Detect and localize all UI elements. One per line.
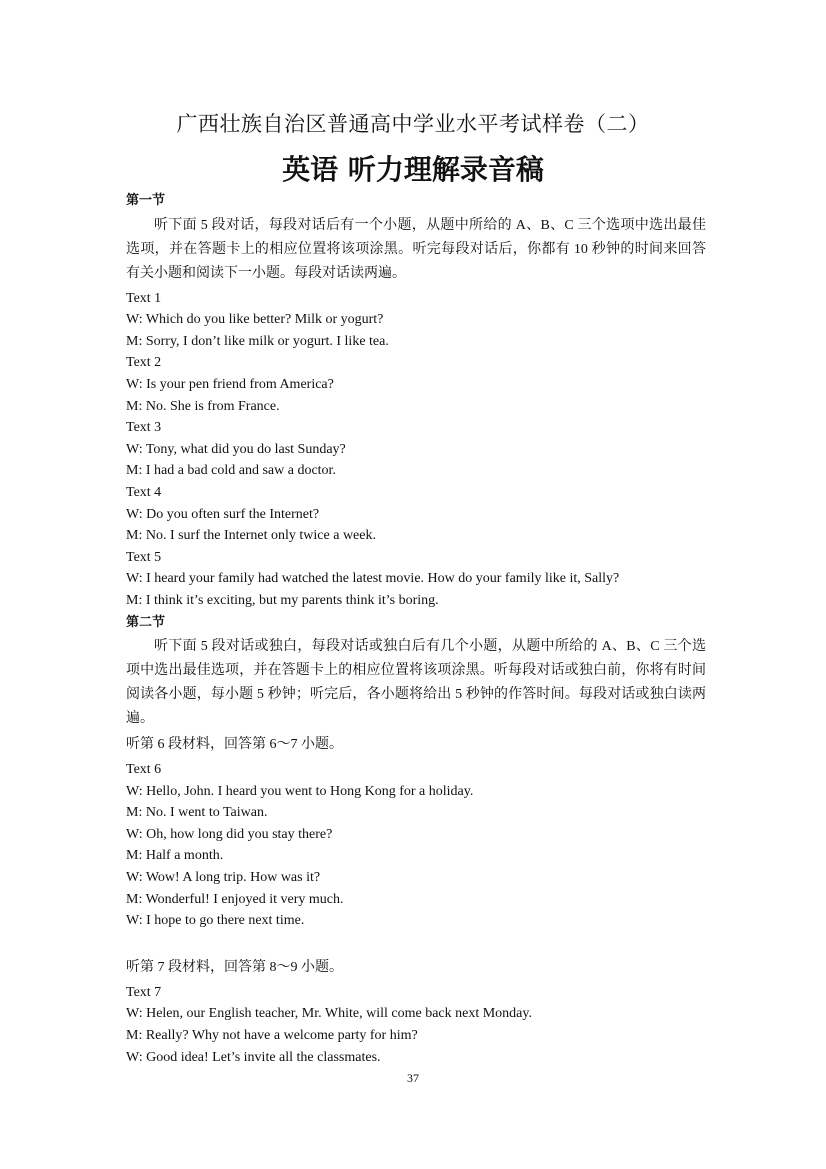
dialogue-line: M: I think it’s exciting, but my parents think it’s boring. bbox=[126, 592, 439, 608]
material-6 bbox=[126, 733, 706, 932]
text-label: Text 6 bbox=[126, 762, 162, 778]
dialogue-line: W: Helen, our English teacher, Mr. White, will come back next Monday. bbox=[126, 1006, 532, 1022]
text-3 bbox=[126, 417, 706, 482]
section-2-instructions: 听下面 5 段对话或独白，每段对话或独白后有几个小题，从题中所给的 A、B、C 三个选项中选出最佳选项，并在答题卡上的相应位置将该项涂黑。听每段对话或独白前，你将有时间阅读各小题，每小题 5 秒钟；听完后，各小题将给出 5 秒钟的作答时间。每段对话或独白读两遍。 bbox=[126, 639, 706, 727]
dialogue-line: M: No. I went to Taiwan. bbox=[126, 805, 268, 821]
dialogue-line: W: Is your pen friend from America? bbox=[126, 376, 334, 392]
dialogue-line: W: Good idea! Let’s invite all the classmates. bbox=[126, 1049, 381, 1065]
material-instruction: 听第 7 段材料，回答第 8～9 小题。 bbox=[126, 959, 343, 975]
blank-spacer bbox=[126, 932, 706, 954]
dialogue-line: W: Do you often surf the Internet? bbox=[126, 506, 320, 522]
dialogue-line: M: Wonderful! I enjoyed it very much. bbox=[126, 891, 344, 907]
text-5 bbox=[126, 547, 706, 612]
dialogue-line: W: I hope to go there next time. bbox=[126, 913, 305, 929]
section-2-heading: 第二节 bbox=[126, 614, 166, 630]
text-label: Text 3 bbox=[126, 420, 162, 436]
text-2 bbox=[126, 352, 706, 417]
text-label: Text 1 bbox=[126, 290, 162, 306]
dialogue-line: W: Wow! A long trip. How was it? bbox=[126, 870, 321, 886]
dialogue-line: M: No. She is from France. bbox=[126, 398, 280, 414]
text-1 bbox=[126, 288, 706, 353]
dialogue-line: M: No. I surf the Internet only twice a week. bbox=[126, 528, 376, 544]
dialogue-line: M: Really? Why not have a welcome party for him? bbox=[126, 1028, 418, 1044]
text-label: Text 2 bbox=[126, 355, 162, 371]
transcript-body bbox=[126, 190, 706, 1068]
dialogue-line: W: Tony, what did you do last Sunday? bbox=[126, 441, 346, 457]
page-number: 37 bbox=[407, 1071, 419, 1085]
section-1-instructions: 听下面 5 段对话，每段对话后有一个小题，从题中所给的 A、B、C 三个选项中选出最佳选项，并在答题卡上的相应位置将该项涂黑。听完每段对话后，你都有 10 秒钟的时间来回答有关小题和阅读下一小题。每段对话读两遍。 bbox=[126, 217, 706, 281]
document-title: 英语 听力理解录音稿 bbox=[282, 153, 544, 186]
dialogue-line: W: Which do you like better? Milk or yogurt? bbox=[126, 312, 384, 328]
section-1-heading: 第一节 bbox=[126, 193, 166, 208]
text-label: Text 5 bbox=[126, 549, 162, 565]
dialogue-line: W: I heard your family had watched the latest movie. How do your family like it, Sally? bbox=[126, 571, 620, 587]
exam-title: 广西壮族自治区普通高中学业水平考试样卷（二） bbox=[176, 112, 650, 136]
material-instruction: 听第 6 段材料，回答第 6～7 小题。 bbox=[126, 737, 343, 753]
dialogue-line: M: I had a bad cold and saw a doctor. bbox=[126, 463, 336, 479]
dialogue-line: M: Sorry, I don’t like milk or yogurt. I like tea. bbox=[126, 333, 389, 349]
dialogue-line: M: Half a month. bbox=[126, 848, 224, 864]
text-4 bbox=[126, 482, 706, 547]
text-label: Text 4 bbox=[126, 484, 162, 500]
dialogue-line: W: Hello, John. I heard you went to Hong Kong for a holiday. bbox=[126, 783, 474, 799]
dialogue-line: W: Oh, how long did you stay there? bbox=[126, 826, 333, 842]
material-7 bbox=[126, 956, 706, 1068]
text-label: Text 7 bbox=[126, 984, 162, 1000]
